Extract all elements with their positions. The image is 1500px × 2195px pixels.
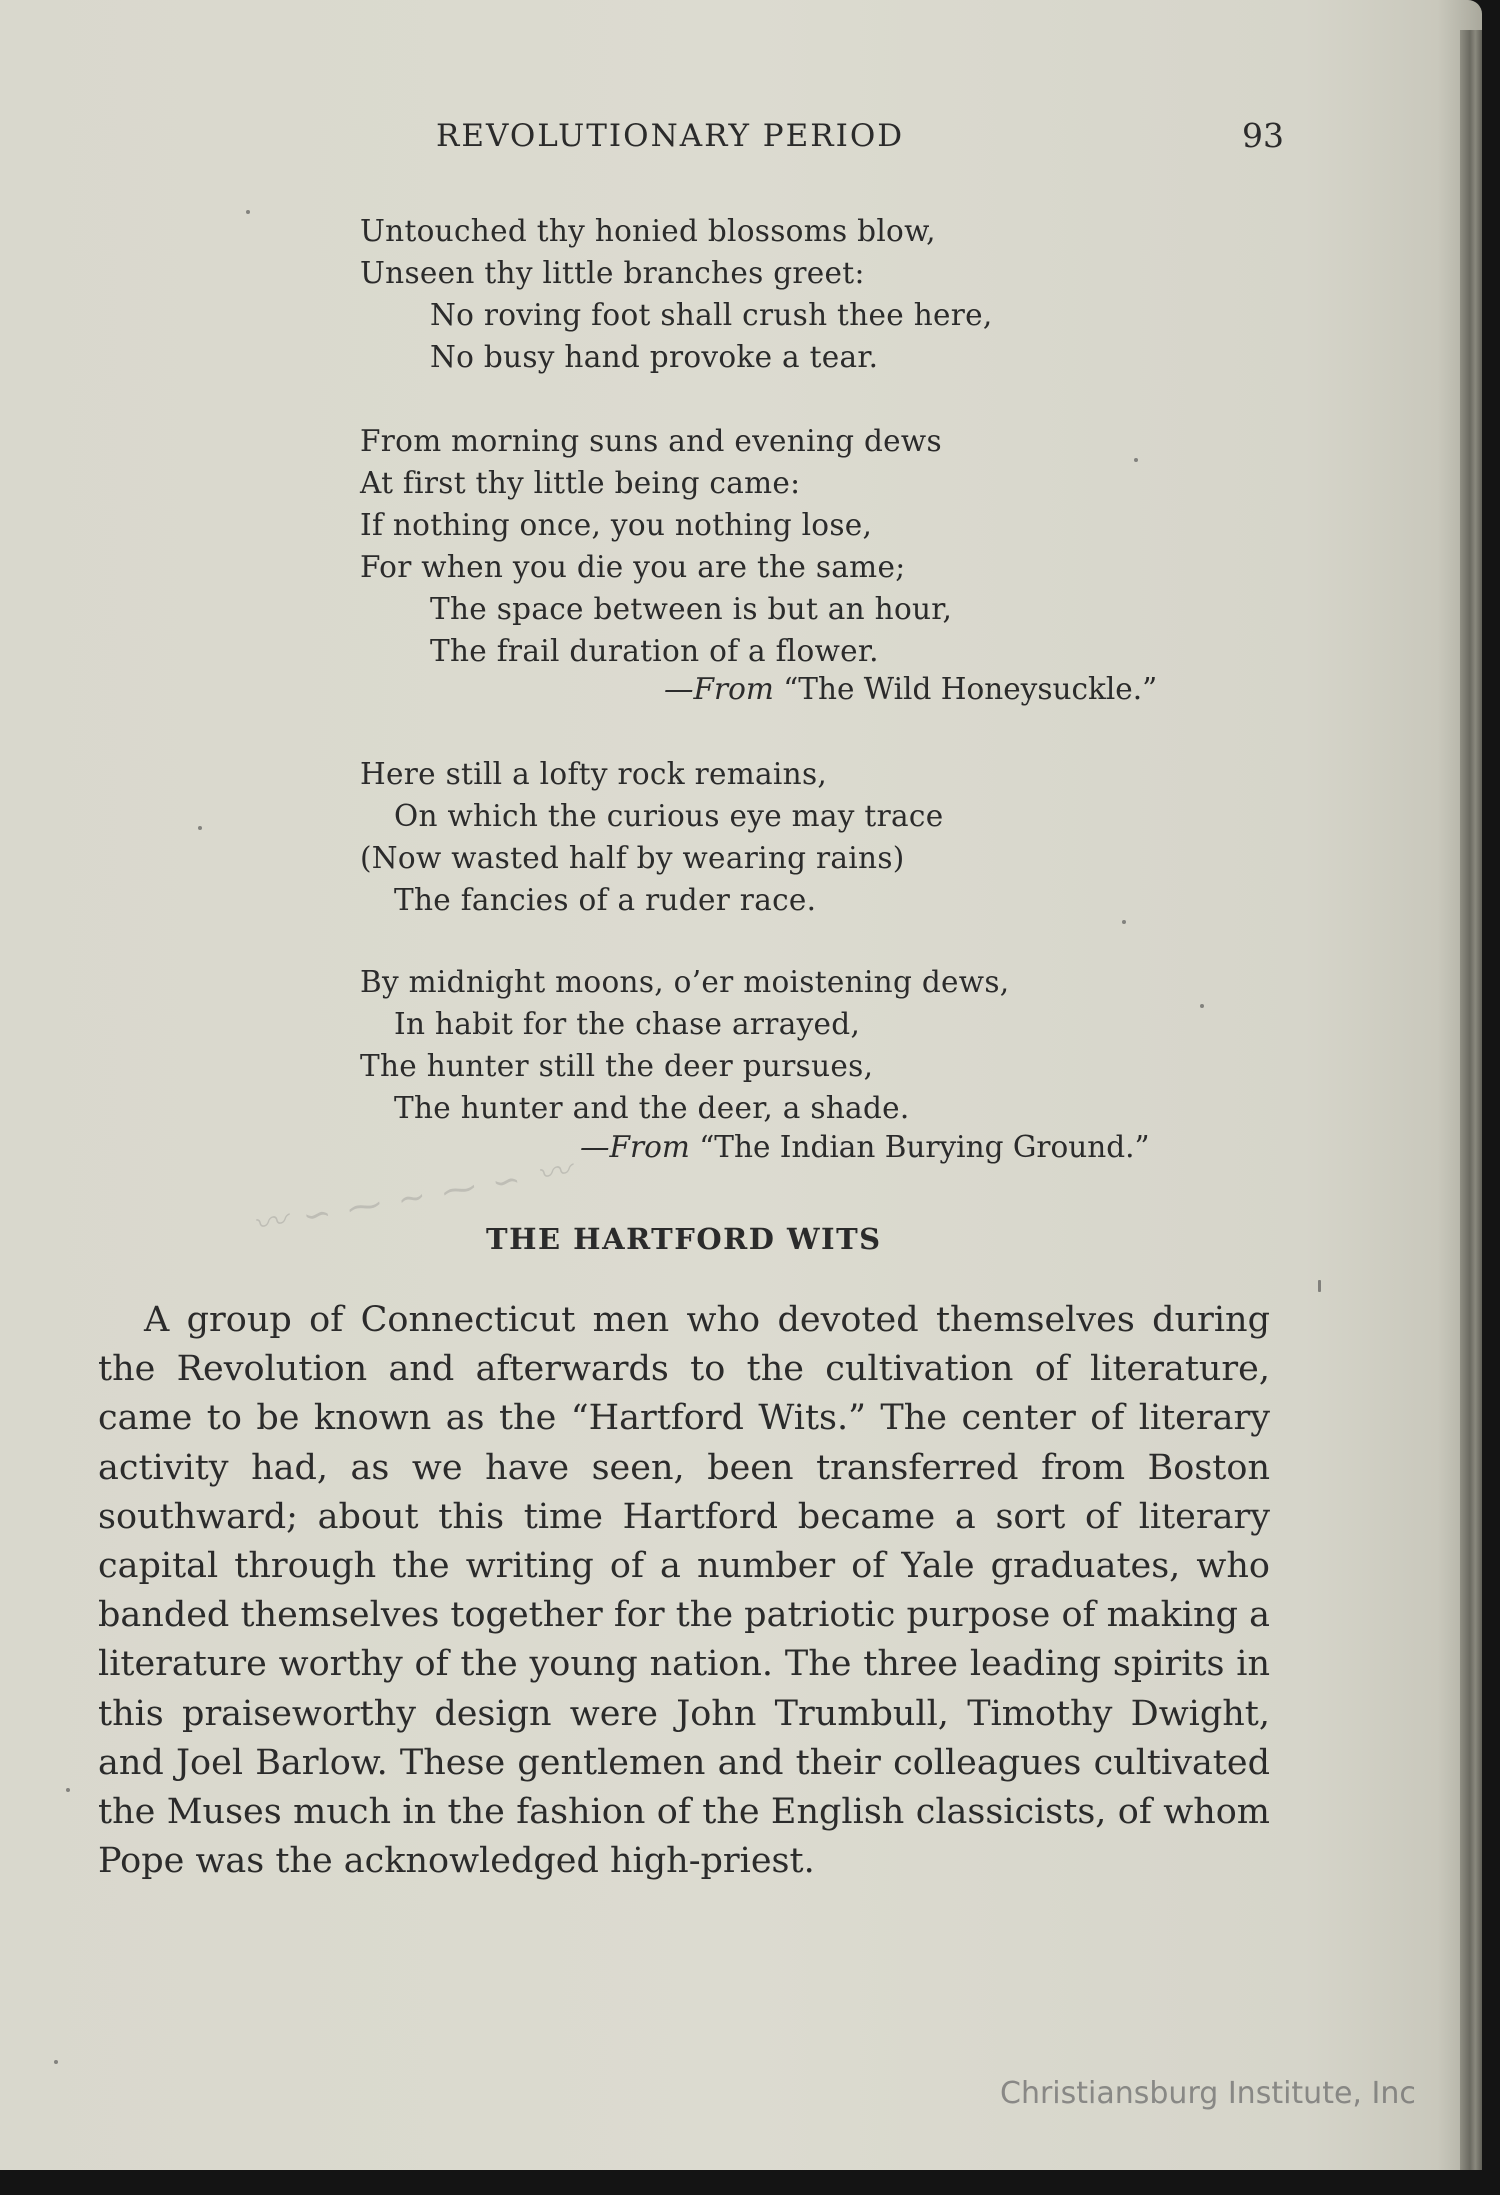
poem-stanza-3	[360, 753, 943, 921]
paper-speck	[1200, 1004, 1204, 1008]
paper-speck	[66, 1788, 70, 1792]
attribution-title: “The Indian Burying Ground.”	[699, 1130, 1150, 1164]
paper-speck	[1122, 920, 1126, 924]
poem-line: If nothing once, you nothing lose,	[360, 508, 873, 542]
poem-line: No busy hand provoke a tear.	[430, 340, 879, 374]
poem-attribution-1	[664, 672, 1157, 706]
body-paragraph: A group of Connecticut men who devoted themselves during the Revolution and afterwards to the cultivation of literature, came to be known as the “Hartford Wits.” The center of literary activity had, as we have seen, been transferred from Boston southward; about this time Hartford became a sort of literary capital through the writing of a number of Yale graduates, who banded themselves together for the patriotic purpose of making a literature worthy of the young nation. The three leading spirits in this praiseworthy design were John Trumbull, Timothy Dwight, and Joel Barlow. These gentlemen and their colleagues cultivated the Muses much in the fashion of the English classicists, of whom Pope was the acknowledged high-priest.	[98, 1300, 1270, 1882]
attribution-prefix: —From	[664, 672, 774, 706]
poem-line: (Now wasted half by wearing rains)	[360, 841, 905, 875]
paper-speck	[1134, 458, 1138, 462]
poem-stanza-1	[360, 210, 993, 378]
poem-line: The space between is but an hour,	[430, 592, 953, 626]
attribution-title: “The Wild Honeysuckle.”	[783, 672, 1158, 706]
paper-speck	[54, 2060, 58, 2064]
poem-line: From morning suns and evening dews	[360, 424, 942, 458]
poem-line: On which the curious eye may trace	[394, 799, 944, 833]
poem-line: The frail duration of a flower.	[430, 634, 879, 668]
section-title: THE HARTFORD WITS	[486, 1222, 882, 1256]
poem-line: Unseen thy little branches greet:	[360, 256, 865, 290]
poem-line: Here still a lofty rock remains,	[360, 757, 828, 791]
running-head: REVOLUTIONARY PERIOD	[436, 118, 905, 154]
poem-line: The fancies of a ruder race.	[394, 883, 817, 917]
paper-speck	[1318, 1280, 1321, 1292]
poem-line: For when you die you are the same;	[360, 550, 906, 584]
poem-stanza-2	[360, 420, 952, 672]
attribution-prefix: —From	[580, 1130, 690, 1164]
paper-speck	[246, 210, 250, 214]
poem-attribution-2	[580, 1130, 1150, 1164]
poem-line: The hunter still the deer pursues,	[360, 1049, 874, 1083]
poem-line: The hunter and the deer, a shade.	[394, 1091, 910, 1125]
poem-line: At first thy little being came:	[360, 466, 801, 500]
poem-line: Untouched thy honied blossoms blow,	[360, 214, 936, 248]
paper-speck	[198, 826, 202, 830]
pencil-marks: 〰︎ ∽ ⁓ ∼ ⁓ ∽ 〰︎	[249, 1150, 577, 1246]
poem-stanza-4	[360, 961, 1009, 1129]
poem-line: By midnight moons, o’er moistening dews,	[360, 965, 1010, 999]
page-number: 93	[1242, 116, 1284, 155]
watermark: Christiansburg Institute, Inc	[1000, 2076, 1416, 2111]
page-edge	[1460, 30, 1482, 2170]
poem-line: In habit for the chase arrayed,	[394, 1007, 861, 1041]
poem-line: No roving foot shall crush thee here,	[430, 298, 993, 332]
